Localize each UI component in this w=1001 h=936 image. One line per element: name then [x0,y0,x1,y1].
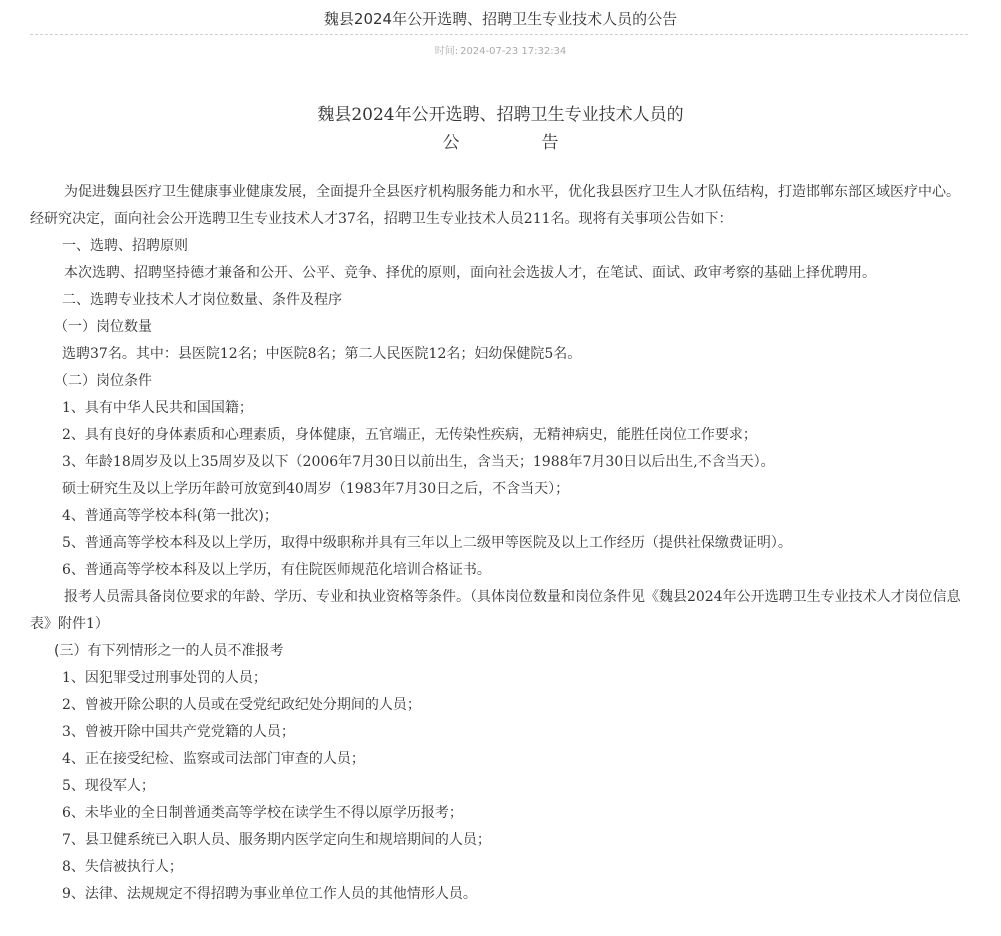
exclusion-item: 1、因犯罪受过刑事处罚的人员； [62,670,267,686]
article-heading-line1: 魏县2024年公开选聘、招聘卫生专业技术人员的 [317,105,684,125]
article-heading-line2 [0,128,1001,153]
exclusion-item: 4、正在接受纪检、监察或司法部门审查的人员； [62,751,365,767]
section-1-text: 本次选聘、招聘坚持德才兼备和公开、公平、竞争、择优的原则，面向社会选拔人才，在笔试、面试、政审考察的基础上择优聘用。 [64,265,876,281]
subsection-1-text: 选聘37名。其中：县医院12名；中医院8名；第二人民医院12名；妇幼保健院5名。 [62,346,582,362]
exclusion-item: 3、曾被开除中国共产党党籍的人员； [62,724,295,740]
condition-item: 硕士研究生及以上学历年龄可放宽到40周岁（1983年7月30日之后，不含当天）； [62,481,570,497]
subsection-1-title: （一）岗位数量 [54,319,152,335]
section-1-title: 一、选聘、招聘原则 [62,238,188,254]
conditions-note: 报考人员需具备岗位要求的年龄、学历、专业和执业资格等条件。（具体岗位数量和岗位条件见《魏县2024年公开选聘卫生专业技术人才岗位信息表》附件1） [30,589,961,632]
subsection-2-title: （二）岗位条件 [54,373,152,389]
header-divider [30,34,968,35]
condition-item: 1、具有中华人民共和国国籍； [62,400,253,416]
subsection-3-title: (三）有下列情形之一的人员不准报考 [54,643,284,659]
publish-time [0,42,1001,57]
section-2-title: 二、选聘专业技术人才岗位数量、条件及程序 [62,292,342,308]
heading-char-b: 告 [541,133,559,153]
time-value: 2024-07-23 17:32:34 [460,46,567,57]
heading-char-a: 公 [442,133,460,153]
condition-item: 3、年龄18周岁及以上35周岁及以下（2006年7月30日以前出生，含当天；1988年7月30日以后出生,不含当天）。 [62,454,775,470]
page-title: 魏县2024年公开选聘、招聘卫生专业技术人员的公告 [323,10,678,28]
condition-item: 4、普通高等学校本科(第一批次)； [62,508,278,524]
exclusion-item: 5、现役军人； [62,778,155,794]
exclusion-item: 7、县卫健系统已入职人员、服务期内医学定向生和规培期间的人员； [62,832,491,848]
exclusion-item: 8、失信被执行人； [62,859,183,875]
intro-paragraph: 为促进魏县医疗卫生健康事业健康发展，全面提升全县医疗机构服务能力和水平，优化我县医疗卫生人才队伍结构，打造邯郸东部区域医疗中心。经研究决定，面向社会公开选聘卫生专业技术人才37名，招聘卫生专业技术人员211名。现将有关事项公告如下： [30,184,960,227]
time-label: 时间: [434,46,459,57]
exclusion-item: 2、曾被开除公职的人员或在受党纪政纪处分期间的人员； [62,697,421,713]
article-body [30,179,970,908]
exclusion-item: 9、法律、法规规定不得招聘为事业单位工作人员的其他情形人员。 [62,886,477,902]
condition-item: 2、具有良好的身体素质和心理素质，身体健康，五官端正，无传染性疾病，无精神病史，能胜任岗位工作要求； [62,427,757,443]
exclusion-item: 6、未毕业的全日制普通类高等学校在读学生不得以原学历报考； [62,805,463,821]
condition-item: 5、普通高等学校本科及以上学历，取得中级职称并具有三年以上二级甲等医院及以上工作经历（提供社保缴费证明）。 [62,535,792,551]
condition-item: 6、普通高等学校本科及以上学历，有住院医师规范化培训合格证书。 [62,562,491,578]
